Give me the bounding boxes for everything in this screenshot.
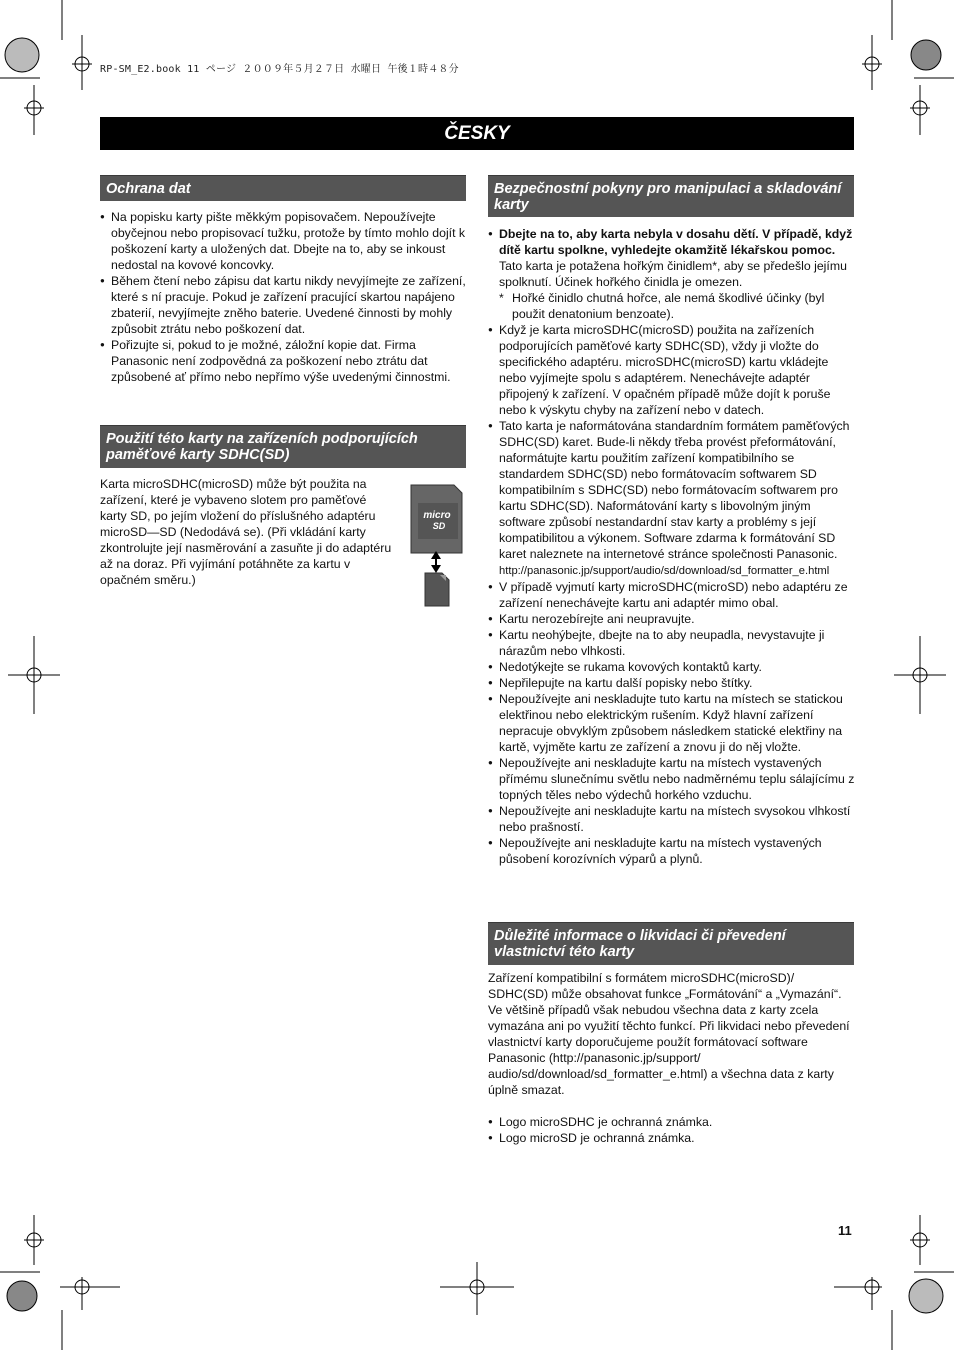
list-item: ● Kartu nerozebírejte ani neupravujte. <box>488 611 856 627</box>
section-heading-ochrana: Ochrana dat <box>100 175 466 201</box>
formatter-url[interactable]: http://panasonic.jp/support/audio/sd/download/sd_formatter_e.html <box>499 565 830 577</box>
footnote-text: Hořké činidlo chutná hořce, ale nemá škodlivé účinky (byl použit denatonium benzoate). <box>512 291 825 321</box>
paragraph: Karta microSDHC(microSD) může být použita na zařízení, které je vybaveno slotem pro paměťové karty SD, po jejím vložení do příslušného adaptéru microSD—SD (Nedodává se). (Při vkládání karty zkontrolujte její nasměrování a zasuňte ji do adaptéru až na doraz. Při vyjímání potáhněte za kartu v opačném směru.) <box>100 477 392 587</box>
microsd-adapter-illustration <box>408 483 468 616</box>
list-item: ● Nepoužívejte ani neskladujte kartu na místech vystavených přímému slunečnímu světlu nebo nadměrnému teplu sálajícímu z topných těles nebo výdechů horkého vzduchu. <box>488 755 856 803</box>
list-item: ● Nedotýkejte se rukama kovových kontaktů karty. <box>488 659 856 675</box>
section-body-bezpecnost <box>488 226 856 867</box>
section-body-ochrana <box>100 209 468 385</box>
footnote-mark: * <box>499 291 504 305</box>
footnote <box>499 290 856 322</box>
list-item: ● Na popisku karty pište měkkým popisovačem. Nepoužívejte obyčejnou nebo propisovací tužku, protože by tímto mohlo dojít k poškození karty a uložených dat. Dbejte na to, aby se inkoust nedostal na kovové koncovky. <box>100 209 468 273</box>
list-item: ● Nepoužívejte ani neskladujte kartu na místech vystavených působení korozívních výparů a plynů. <box>488 835 856 867</box>
list-item: ● Logo microSDHC je ochranná známka. <box>488 1114 856 1130</box>
list-item: ● Když je karta microSDHC(microSD) použita na zařízeních podporujících paměťové karty SDHC(SD), vždy ji vložte do specifického adaptéru. microSDHC(microSD) kartu vkládejte nebo vyjímejte spolu s adaptérem. Nenechávejte adaptér připojený k zařízení. V opačném případě může dojít k poruše nebo k výskytu chyby na zařízení nebo v datech. <box>488 322 856 418</box>
section-heading-bezpecnost: Bezpečnostní pokyny pro manipulaci a skladování karty <box>488 175 854 217</box>
warning-bold-text: Dbejte na to, aby karta nebyla v dosahu dětí. V případě, když dítě kartu spolkne, vyhledejte okamžitě lékařskou pomoc. <box>499 227 853 257</box>
print-header-line: RP-SM_E2.book 11 ページ ２００９年５月２７日 水曜日 午後１時４８分 <box>100 64 459 75</box>
list-item: ● V případě vyjmutí karty microSDHC(microSD) nebo adaptéru ze zařízení nenechávejte kartu ani adaptér mimo obal. <box>488 579 856 611</box>
paragraph: Zařízení kompatibilní s formátem microSDHC(microSD)/ SDHC(SD) může obsahovat funkce „Formátování“ a „Vymazání“. Ve většině případů však nebudou všechna data z karty zcela vymazána ani po využití těchto funkcí. Při likvidaci nebo převedení vlastnictví karty doporučujeme použít formátovací software Panasonic (http://panasonic.jp/support/ audio/sd/download/sd_formatter_e.html) a všechna data z karty úplně smazat. <box>488 971 850 1097</box>
list-item <box>488 418 856 579</box>
list-item <box>488 226 856 322</box>
section-heading-likvidace: Důležité informace o likvidaci či převedení vlastnictví této karty <box>488 922 854 965</box>
list-item: ● Nepoužívejte ani neskladujte tuto kartu na místech se statickou elektřinou nebo elektrickým rušením. Když hlavní zařízení nepracuje obvyklým způsobem následkem statické elektřiny na kartě, vyjměte kartu ze zařízení a znovu ji do něj vložte. <box>488 691 856 755</box>
page-number: 11 <box>838 1223 852 1238</box>
bitter-coating-text: Tato karta je potažena hořkým činidlem*, aby se předešlo jejímu spolknutí. Účinek hořkého činidla je omezen. <box>499 259 847 289</box>
page-title: ČESKY <box>100 117 854 150</box>
format-text: Tato karta je naformátována standardním formátem paměťových SDHC(SD) karet. Bude-li někdy třeba provést přeformátování, naformátujte kartu použitím zařízení kompatibilního se standardem SDHC(SD) nebo formátovacím softwarem SD kompatibilním s SDHC(SD) nebo formátovacím softwarem pro kartu SDHC(SD). Naformátování karty s libovolným jiným software způsobí nestandardní stav karty a problémy s její kompatibilitou a výkonem. Software zdarma k formátování SD karet naleznete na internetové stránce společnosti Panasonic. <box>499 419 850 561</box>
list-item: ● Nepoužívejte ani neskladujte kartu na místech svysokou vlhkostí nebo prašností. <box>488 803 856 835</box>
list-item: ● Logo microSD je ochranná známka. <box>488 1130 856 1146</box>
list-item: ● Pořizujte si, pokud to je možné, záložní kopie dat. Firma Panasonic není zodpovědná za poškození nebo ztrátu dat způsobené ať přímo nebo nepřímo výše uvedenými činnostmi. <box>100 337 468 385</box>
list-item: ● Během čtení nebo zápisu dat kartu nikdy nevyjímejte ze zařízení, které s ní pracuje. Pokud je zařízení pracující skartou napájeno zbaterií, nevyjímejte zněho baterie. Uvedené činnosti by mohly způsobit ztrátu nebo poškození dat. <box>100 273 468 337</box>
micro-logo-text: micro <box>423 510 451 521</box>
section-heading-pouziti: Použití této karty na zařízeních podporujících paměťové karty SDHC(SD) <box>100 425 466 468</box>
section-body-likvidace <box>488 970 856 1146</box>
sd-logo-text: SD <box>432 521 446 531</box>
section-body-pouziti <box>100 476 395 588</box>
list-item: ● Nepřilepujte na kartu další popisky nebo štítky. <box>488 675 856 691</box>
list-item: ● Kartu neohýbejte, dbejte na to aby neupadla, nevystavujte ji nárazům nebo vlhkosti. <box>488 627 856 659</box>
